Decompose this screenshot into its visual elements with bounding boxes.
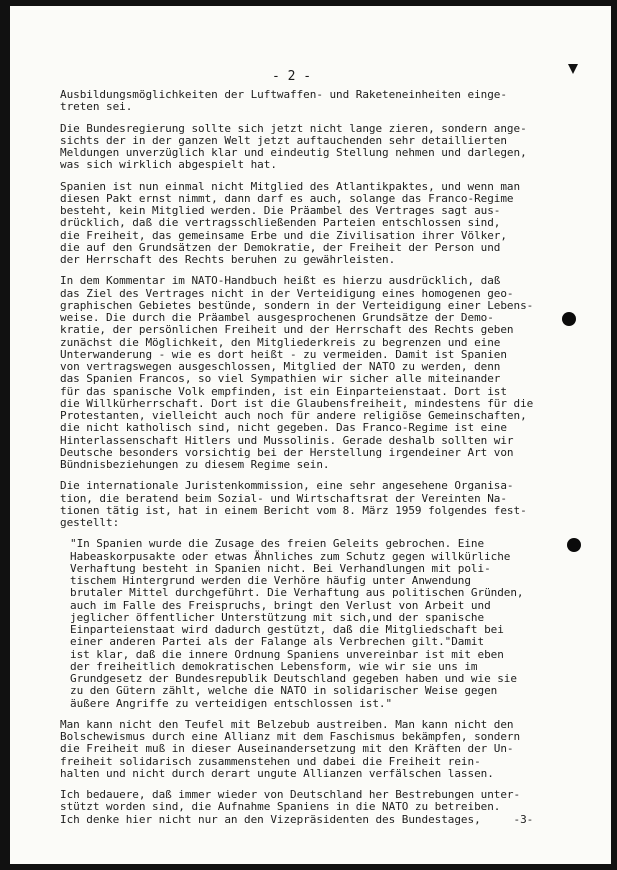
text-line: gestellt: [60,516,120,529]
text-line: die nicht katholisch sind, nicht gegeben. Das Franco-Regime ist eine [60,421,507,435]
quoted-paragraph [60,538,580,710]
text-line: weise. Die durch die Präambel ausgesprochenen Grundsätze der Demo- [60,311,494,324]
text-line: stützt worden sind, die Aufnahme Spaniens in die NATO zu betreiben. [60,800,501,814]
text-line: tion, die beratend beim Sozial- und Wirtschaftsrat der Vereinten Na- [60,491,507,505]
text-line: was sich wirklich abgespielt hat. [60,158,277,172]
corner-mark-icon [568,64,578,74]
text-line: das Ziel des Vertrages nicht in der Verteidigung eines homogenen geo- [60,286,514,300]
paragraph [60,480,580,529]
text-line: Unterwanderung - wie es dort heißt - zu vermeiden. Damit ist Spanien [60,347,507,361]
text-line: diesen Pakt ernst nimmt, dann darf es auch, solange das Franco-Regime [60,191,514,205]
text-line: Bolschewismus durch eine Allianz mit dem Faschismus bekämpfen, sondern [60,730,521,743]
text-line: für das spanische Volk empfinden, ist ein Einparteienstaat. Dort ist [60,384,507,398]
text-line: Einparteienstaat wird dadurch gestützt, daß die Mitgliedschaft bei [70,623,504,636]
text-line: tischem Hintergrund werden die Verhöre häufig unter Anwendung [70,574,471,587]
text-line: sichts der in der ganzen Welt jetzt auftauchenden sehr detaillierten [60,133,507,147]
page-number: - 2 - [272,69,312,84]
document-page [10,6,611,864]
text-line: In dem Kommentar im NATO-Handbuch heißt es hierzu ausdrücklich, daß [60,274,501,288]
text-line: ist klar, daß die innere Ordnung Spaniens unvereinbar ist mit eben [70,647,504,661]
typed-body-text [60,89,580,826]
text-line: zunächst die Möglichkeit, den Mitgliederkreis zu begrenzen und eine [60,335,501,349]
text-line: besteht, kein Mitglied werden. Die Präambel des Vertrages sagt aus- [60,204,501,217]
text-line: der Herrschaft des Rechts beruhen zu gewährleisten. [60,253,396,266]
text-line: die auf den Grundsätzen der Demokratie, der Freiheit der Person und [60,240,501,254]
text-line: Bündnisbeziehungen zu diesem Regime sein. [60,458,330,471]
text-line: drücklich, daß die vertragsschließenden Parteien entschlossen sind, [60,216,501,230]
text-line: Ausbildungsmöglichkeiten der Luftwaffen- und Raketeneinheiten einge- [60,88,507,101]
text-line: Verhaftung besteht in Spanien nicht. Bei Verhandlungen mit poli- [70,561,491,575]
text-line: auch im Falle des Freispruchs, bringt den Verlust von Arbeit und [70,598,491,612]
text-line: Die Bundesregierung sollte sich jetzt nicht lange zieren, sondern ange- [60,121,527,135]
paragraph [60,719,580,780]
text-line: der freiheitlich demokratischen Lebensform, wie wir sie uns im [70,659,478,673]
text-line: von vertragswegen ausgeschlossen, Mitglied der NATO zu werden, denn [60,360,501,373]
paragraph [60,789,580,826]
text-line: Protestanten, vielleicht auch noch für andere religiöse Gemeinschaften, [60,409,527,422]
text-line: das Spanien Francos, so viel Sympathien wir sicher alle miteinander [60,372,501,386]
paragraph [60,123,580,172]
text-line: Hinterlassenschaft Hitlers und Mussolinis. Gerade deshalb sollten wir [60,433,514,447]
text-line: tionen tätig ist, hat in einem Bericht vom 8. März 1959 folgendes fest- [60,503,527,517]
text-line: halten und nicht durch derart ungute Allianzen verfälschen lassen. [60,766,494,780]
text-line: Ich denke hier nicht nur an den Vizepräsidenten des Bundestages, -3- [60,812,534,826]
text-line: brutaler Mittel durchgeführt. Die Verhaftung aus politischen Gründen, [70,586,524,600]
paragraph [60,275,580,471]
text-line: die Freiheit, das gemeinsame Erbe und die Zivilisation ihrer Völker, [60,228,507,242]
text-line: Meldungen unverzüglich klar und eindeutig Stellung nehmen und darlegen, [60,146,527,159]
paragraph [60,89,580,114]
text-line: zu den Gütern zählt, welche die NATO in solidarischer Weise gegen [70,684,498,698]
text-line: kratie, der persönlichen Freiheit und der Herrschaft des Rechts geben [60,323,514,337]
text-line: freiheit solidarisch zusammenstehen und dabei die Freiheit rein- [60,754,481,768]
text-line: Deutsche besonders vorsichtig bei der Herstellung irgendeiner Art von [60,445,514,459]
text-line: äußere Angriffe zu verteidigen entschlossen ist." [70,696,393,710]
text-line: Grundgesetz der Bundesrepublik Deutschland gegeben haben und wie sie [70,672,517,685]
text-line: Man kann nicht den Teufel mit Belzebub austreiben. Man kann nicht den [60,717,514,731]
text-line: graphischen Gebietes bestünde, sondern in der Verteidigung einer Lebens- [60,298,534,312]
text-line: Die internationale Juristenkommission, eine sehr angesehene Organisa- [60,479,514,493]
text-line: Ich bedauere, daß immer wieder von Deutschland her Bestrebungen unter- [60,788,521,801]
text-line: "In Spanien wurde die Zusage des freien Geleits gebrochen. Eine [70,537,485,551]
text-line: treten sei. [60,100,133,114]
text-line: Spanien ist nun einmal nicht Mitglied des Atlantikpaktes, und wenn man [60,179,521,193]
text-line: jeglicher öffentlicher Unterstützung mit sich,und der spanische [70,610,485,624]
text-line: Habeaskorpusakte oder etwas Ähnliches zum Schutz gegen willkürliche [70,549,511,563]
text-line: einer anderen Partei als der Falange als Verbrechen gilt."Damit [70,635,485,649]
paragraph [60,181,580,267]
text-line: die Willkürherrschaft. Dort ist die Glaubensfreiheit, mindestens für die [60,396,534,410]
text-line: die Freiheit muß in dieser Auseinandersetzung mit den Kräften der Un- [60,742,514,756]
